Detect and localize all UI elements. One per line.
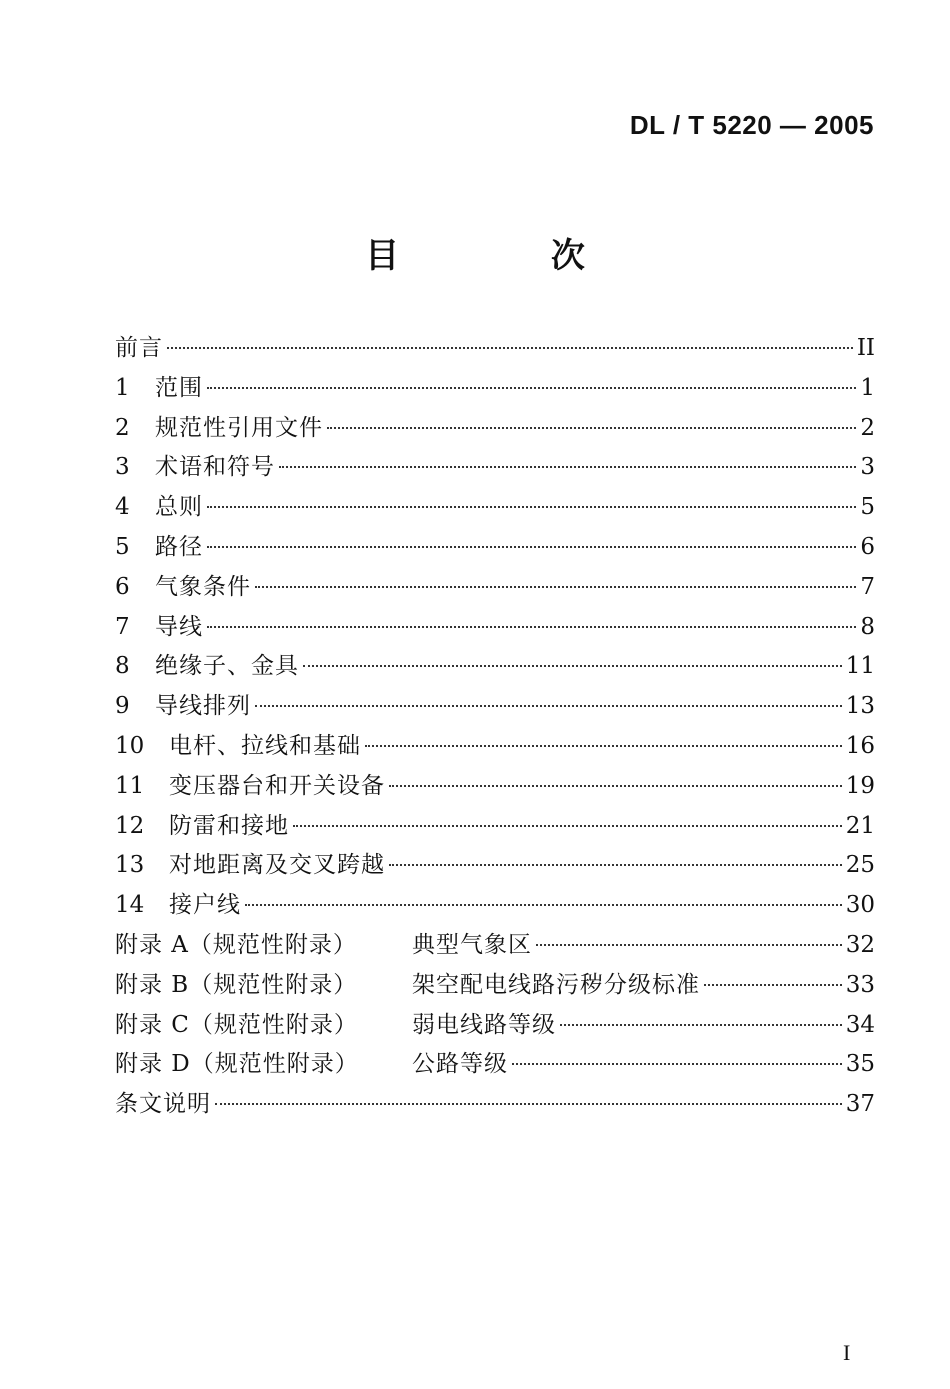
toc-entry-label: 架空配电线路污秽分级标准 <box>412 971 700 998</box>
toc-appendix-label: 附录 C（规范性附录） <box>115 1011 358 1038</box>
toc-entry-label: 电杆、拉线和基础 <box>169 732 361 759</box>
toc-leader <box>389 864 842 866</box>
toc-entry-label: 公路等级 <box>412 1051 508 1078</box>
toc-entry-1[interactable] <box>115 369 875 409</box>
toc-leader <box>365 745 842 747</box>
toc-leader <box>279 466 856 468</box>
toc-entry-14[interactable] <box>115 886 875 926</box>
toc-entry-12[interactable] <box>115 807 875 847</box>
toc-page-number: 8 <box>860 613 875 640</box>
toc-entry-number: 10 <box>115 732 145 759</box>
toc-page-number: 32 <box>845 931 875 958</box>
toc-entry-appendix-d[interactable] <box>115 1045 875 1085</box>
toc-entry-foreword[interactable] <box>115 329 875 369</box>
toc-appendix-label: 附录 A（规范性附录） <box>115 931 357 958</box>
toc-leader <box>293 825 842 827</box>
toc-entry-number: 14 <box>115 892 145 919</box>
toc-leader <box>389 785 842 787</box>
toc-leader <box>207 626 856 628</box>
toc-page-number: 19 <box>845 772 875 799</box>
toc-entry-number: 4 <box>115 494 130 521</box>
toc-entry-number: 1 <box>115 374 130 401</box>
toc-entry-number: 12 <box>115 812 145 839</box>
toc-entry-label: 对地距离及交叉跨越 <box>169 852 385 879</box>
toc-entry-13[interactable] <box>115 846 875 886</box>
toc-page-number: 11 <box>845 653 875 680</box>
toc-leader <box>207 387 856 389</box>
page-number: I <box>843 1340 851 1365</box>
toc-entry-number: 11 <box>115 772 145 799</box>
toc-entry-number: 5 <box>115 533 130 560</box>
toc-page-number: II <box>856 335 875 361</box>
toc-entry-number: 6 <box>115 573 130 600</box>
toc-entry-label: 规范性引用文件 <box>155 414 323 441</box>
toc-entry-5[interactable] <box>115 528 875 568</box>
toc-entry-appendix-c[interactable] <box>115 1006 875 1046</box>
toc-entry-number: 7 <box>115 613 130 640</box>
toc-entry-label: 条文说明 <box>115 1091 211 1118</box>
toc-leader <box>207 546 856 548</box>
toc-entry-number: 13 <box>115 852 145 879</box>
toc-entry-7[interactable] <box>115 608 875 648</box>
toc-leader <box>512 1063 842 1065</box>
toc-entry-label: 前言 <box>115 335 163 361</box>
toc-entry-number: 2 <box>115 414 130 441</box>
toc-entry-8[interactable] <box>115 647 875 687</box>
toc-entry-number: 3 <box>115 454 130 481</box>
toc-entry-appendix-a[interactable] <box>115 926 875 966</box>
toc-page-number: 3 <box>860 454 875 481</box>
toc-entry-label: 术语和符号 <box>155 454 275 481</box>
toc-entry-9[interactable] <box>115 687 875 727</box>
toc-entry-label: 弱电线路等级 <box>412 1011 556 1038</box>
toc-entry-number: 9 <box>115 693 130 720</box>
toc-page-number: 35 <box>845 1051 875 1078</box>
toc-page-number: 6 <box>860 533 875 560</box>
toc-leader <box>704 984 842 986</box>
toc-entry-6[interactable] <box>115 568 875 608</box>
page-title: 目 次 <box>365 236 655 276</box>
toc-entry-2[interactable] <box>115 409 875 449</box>
toc-appendix-label: 附录 D（规范性附录） <box>115 1051 359 1078</box>
toc-entry-label: 范围 <box>155 374 203 401</box>
toc-leader <box>255 586 856 588</box>
toc-page-number: 37 <box>845 1091 875 1118</box>
toc-entry-11[interactable] <box>115 767 875 807</box>
toc-page-number: 2 <box>860 414 875 441</box>
toc-entry-label: 防雷和接地 <box>169 812 289 839</box>
toc-entry-number: 8 <box>115 653 130 680</box>
toc-entry-label: 接户线 <box>169 892 241 919</box>
toc-entry-label: 导线 <box>155 613 203 640</box>
toc-entry-10[interactable] <box>115 727 875 767</box>
toc-leader <box>536 944 842 946</box>
toc-entry-label: 变压器台和开关设备 <box>169 772 385 799</box>
toc-entry-appendix-b[interactable] <box>115 966 875 1006</box>
toc-leader <box>207 506 856 508</box>
toc-page-number: 16 <box>845 732 875 759</box>
toc-entry-label: 导线排列 <box>155 693 251 720</box>
table-of-contents <box>115 329 875 1125</box>
toc-leader <box>303 665 842 667</box>
toc-page-number: 33 <box>845 971 875 998</box>
toc-entry-label: 绝缘子、金具 <box>155 653 299 680</box>
toc-appendix-label: 附录 B（规范性附录） <box>115 971 358 998</box>
toc-leader <box>327 427 856 429</box>
toc-entry-label: 路径 <box>155 533 203 560</box>
standard-code: DL / T 5220 — 2005 <box>629 110 874 140</box>
toc-entry-label: 总则 <box>155 494 203 521</box>
toc-page-number: 1 <box>860 374 875 401</box>
toc-entry-label: 典型气象区 <box>412 931 532 958</box>
toc-leader <box>560 1024 842 1026</box>
toc-leader <box>215 1103 842 1105</box>
toc-page-number: 21 <box>845 812 875 839</box>
toc-page-number: 13 <box>845 693 875 720</box>
toc-entry-3[interactable] <box>115 448 875 488</box>
toc-page-number: 7 <box>860 573 875 600</box>
toc-page-number: 30 <box>845 892 875 919</box>
toc-leader <box>167 347 853 349</box>
toc-entry-explanation[interactable] <box>115 1085 875 1125</box>
toc-entry-label: 气象条件 <box>155 573 251 600</box>
toc-leader <box>245 904 842 906</box>
toc-page-number: 5 <box>860 494 875 521</box>
toc-leader <box>255 705 842 707</box>
toc-page-number: 34 <box>845 1011 875 1038</box>
toc-entry-4[interactable] <box>115 488 875 528</box>
toc-page-number: 25 <box>845 852 875 879</box>
